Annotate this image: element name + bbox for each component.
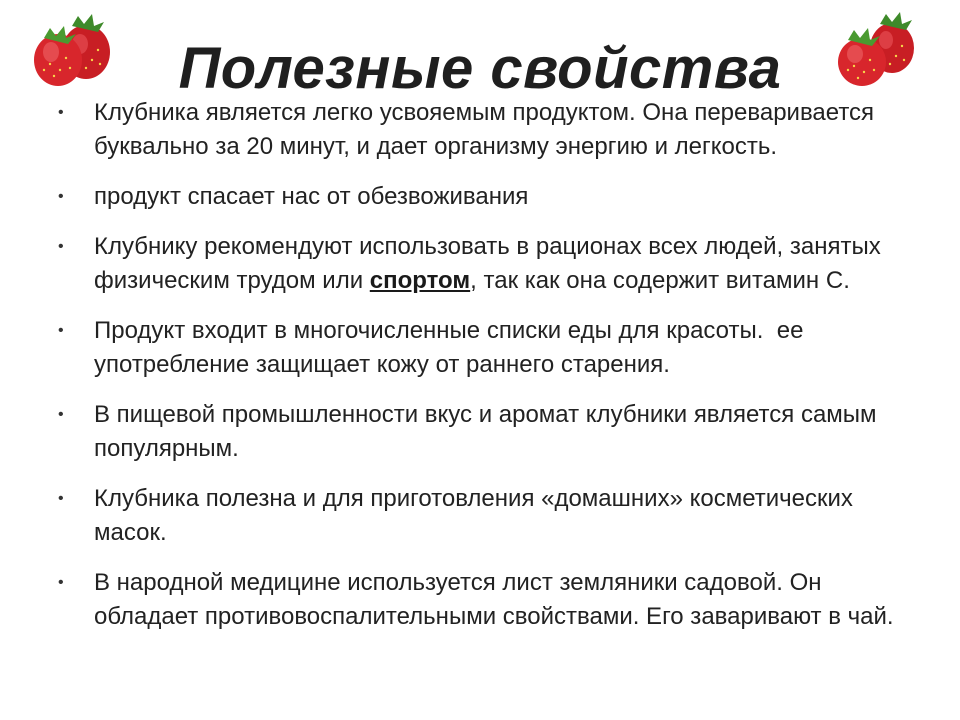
list-item-text-start: Клубнику рекомендуют использовать в рационах всех людей, занятых физическим трудом или	[94, 233, 881, 294]
bullet-marker: •	[58, 574, 64, 591]
bullet-marker: •	[58, 322, 64, 339]
list-item-text: В народной медицине используется лист земляники садовой. Он обладает противовоспалительными свойствами. Его заваривают в чай.	[94, 569, 894, 630]
list-item	[58, 398, 918, 466]
bullet-list	[58, 96, 918, 634]
page-title: Полезные свойства	[178, 36, 782, 101]
list-item-text: В пищевой промышленности вкус и аромат клубники является самым популярным.	[94, 401, 877, 462]
sport-link[interactable]: спортом	[369, 267, 471, 294]
bullet-marker: •	[58, 238, 64, 255]
list-item	[58, 180, 918, 214]
list-item	[58, 230, 918, 298]
list-item	[58, 482, 918, 550]
list-item-text: продукт спасает нас от обезвоживания	[94, 183, 529, 210]
bullet-marker: •	[58, 104, 64, 121]
bullet-marker: •	[58, 490, 64, 507]
list-item-text: Клубника полезна и для приготовления «домашних» косметических масок.	[94, 485, 853, 546]
list-item-text: Продукт входит в многочисленные списки еды для красоты. ее употребление защищает кожу от раннего старения.	[94, 317, 811, 378]
list-item-text-end: , так как она содержит витамин С.	[470, 267, 850, 294]
bullet-marker: •	[58, 188, 64, 205]
list-item	[58, 96, 918, 164]
list-item	[58, 566, 918, 634]
list-item-text: Клубника является легко усвояемым продуктом. Она переваривается буквально за 20 минут, и дает организму энергию и легкость.	[94, 99, 875, 160]
list-item	[58, 314, 918, 382]
bullet-marker: •	[58, 406, 64, 423]
